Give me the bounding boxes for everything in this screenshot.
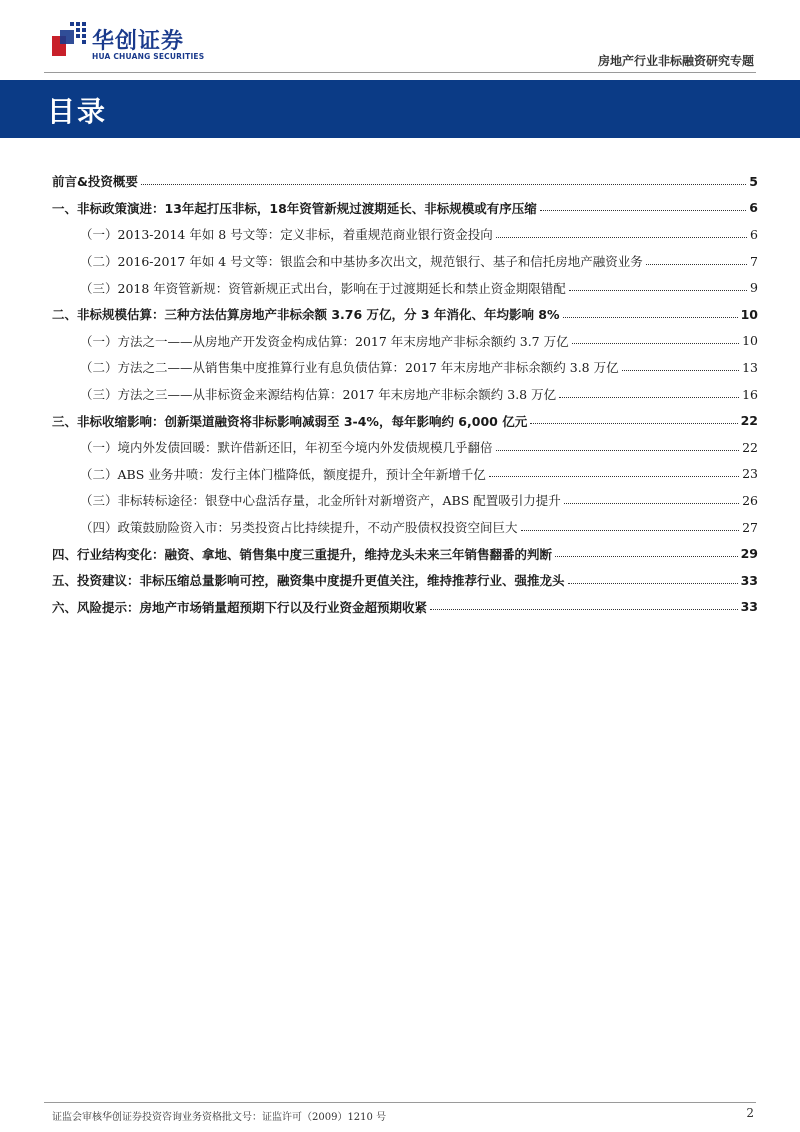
toc-entry-page: 27 — [742, 519, 758, 535]
toc-entry[interactable] — [52, 301, 758, 328]
toc-leader-dots — [572, 343, 739, 344]
report-title: 房地产行业非标融资研究专题 — [597, 54, 754, 68]
toc-entry-page: 6 — [750, 226, 758, 242]
toc-leader-dots — [559, 397, 739, 398]
toc-entry-title: （一）2013-2014 年如 8 号文等：定义非标，着重规范商业银行资金投向 — [80, 227, 493, 243]
toc-entry-title: （一）境内外发债回暖：默许借新还旧，年初至今境内外发债规模几乎翻倍 — [80, 440, 493, 456]
page-header — [0, 0, 800, 80]
page-number: 2 — [746, 1106, 754, 1120]
toc-entry-title: （三）方法之三——从非标资金来源结构估算：2017 年末房地产非标余额约 3.8 万亿 — [80, 387, 557, 403]
toc-entry[interactable] — [52, 248, 758, 275]
toc-entry-page: 7 — [750, 253, 758, 269]
toc-leader-dots — [622, 370, 739, 371]
toc-entry-title: （二）方法之二——从销售集中度推算行业有息负债估算：2017 年末房地产非标余额约 3.8 万亿 — [80, 360, 619, 376]
toc-entry-title: 一、非标政策演进：13年起打压非标，18年资管新规过渡期延长、非标规模或有序压缩 — [52, 200, 537, 216]
toc-entry[interactable] — [52, 487, 758, 514]
header-divider — [44, 72, 756, 73]
toc-entry-page: 16 — [742, 386, 758, 402]
toc-entry-page: 29 — [740, 546, 758, 562]
toc-entry-title: 二、非标规模估算：三种方法估算房地产非标余额 3.76 万亿，分 3 年消化、年均影响 8% — [52, 307, 560, 323]
toc-entry-title: 四、行业结构变化：融资、拿地、销售集中度三重提升，维持龙头未来三年销售翻番的判断 — [52, 546, 553, 562]
toc-leader-dots — [430, 609, 738, 610]
toc-entry[interactable] — [52, 567, 758, 594]
toc-entry-page: 33 — [740, 572, 758, 588]
toc-entry-page: 10 — [742, 333, 758, 349]
toc-leader-dots — [563, 317, 738, 318]
toc-entry[interactable] — [52, 594, 758, 621]
toc-entry[interactable] — [52, 434, 758, 461]
table-of-contents — [52, 168, 758, 620]
toc-entry-page: 9 — [750, 280, 758, 296]
toc-leader-dots — [555, 556, 738, 557]
toc-entry-title: （四）政策鼓励险资入市：另类投资占比持续提升，不动产股债权投资空间巨大 — [80, 520, 518, 536]
toc-entry[interactable] — [52, 461, 758, 488]
toc-leader-dots — [646, 264, 747, 265]
toc-leader-dots — [568, 583, 738, 584]
footer-disclaimer: 证监会审核华创证券投资咨询业务资格批文号：证监许可（2009）1210 号 — [52, 1112, 387, 1123]
toc-leader-dots — [530, 423, 737, 424]
toc-leader-dots — [496, 450, 740, 451]
toc-leader-dots — [564, 503, 739, 504]
footer-divider — [44, 1102, 756, 1103]
logo-chinese-name: 华创证券 — [92, 29, 185, 54]
section-banner — [0, 80, 800, 138]
toc-entry-title: 三、非标收缩影响：创新渠道融资将非标影响减弱至 3-4%，每年影响约 6,000 亿元 — [52, 413, 528, 429]
toc-entry[interactable] — [52, 381, 758, 408]
toc-leader-dots — [141, 184, 746, 185]
toc-entry-page: 33 — [740, 599, 758, 615]
company-logo — [52, 22, 232, 72]
toc-entry-title: （三）非标转标途径：银登中心盘活存量，北金所针对新增资产，ABS 配置吸引力提升 — [80, 493, 561, 509]
toc-entry-page: 10 — [740, 306, 758, 322]
toc-entry[interactable] — [52, 195, 758, 222]
toc-entry-title: 前言&投资概要 — [52, 174, 138, 190]
toc-entry[interactable] — [52, 354, 758, 381]
toc-entry[interactable] — [52, 407, 758, 434]
toc-entry-page: 22 — [740, 413, 758, 429]
toc-entry-page: 26 — [742, 492, 758, 508]
toc-entry[interactable] — [52, 328, 758, 355]
toc-leader-dots — [489, 476, 739, 477]
toc-entry-page: 5 — [749, 173, 758, 189]
toc-entry-title: （一）方法之一——从房地产开发资金构成估算：2017 年末房地产非标余额约 3.7 万亿 — [80, 333, 569, 349]
toc-entry-page: 23 — [742, 466, 758, 482]
toc-leader-dots — [496, 237, 747, 238]
toc-entry-page: 6 — [749, 200, 758, 216]
toc-leader-dots — [569, 290, 747, 291]
toc-entry-page: 22 — [742, 439, 758, 455]
toc-entry[interactable] — [52, 514, 758, 541]
toc-entry-title: 五、投资建议：非标压缩总量影响可控，融资集中度提升更值关注，维持推荐行业、强推龙头 — [52, 573, 565, 589]
toc-entry[interactable] — [52, 540, 758, 567]
toc-entry[interactable] — [52, 168, 758, 195]
toc-entry-page: 13 — [742, 359, 758, 375]
toc-entry-title: （二）ABS 业务井喷：发行主体门槛降低，额度提升，预计全年新增千亿 — [80, 466, 486, 482]
toc-leader-dots — [540, 210, 747, 211]
page-title: 目录 — [47, 95, 108, 128]
toc-entry-title: 六、风险提示：房地产市场销量超预期下行以及行业资金超预期收紧 — [52, 599, 428, 615]
logo-english-name: HUA CHUANG SECURITIES — [92, 52, 205, 61]
toc-entry[interactable] — [52, 274, 758, 301]
toc-entry-title: （三）2018 年资管新规：资管新规正式出台，影响在于过渡期延长和禁止资金期限错配 — [80, 280, 566, 296]
toc-entry[interactable] — [52, 221, 758, 248]
toc-entry-title: （二）2016-2017 年如 4 号文等：银监会和中基协多次出文，规范银行、基子和信托房地产融资业务 — [80, 254, 643, 270]
logo-mark-icon — [52, 22, 86, 56]
toc-leader-dots — [521, 530, 740, 531]
